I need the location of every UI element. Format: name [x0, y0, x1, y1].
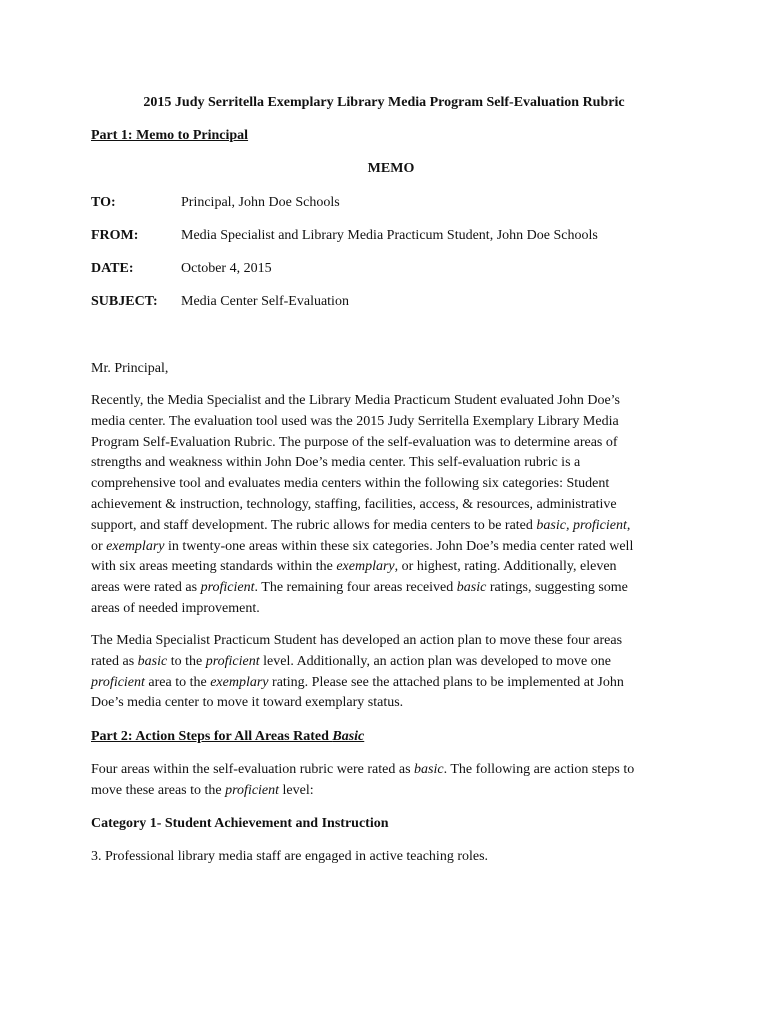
text-line: comprehensive tool and evaluates media centers within the following six categories: Student — [91, 476, 610, 492]
document-title: 2015 Judy Serritella Exemplary Library Media Program Self-Evaluation Rubric — [143, 95, 625, 110]
text-line — [91, 673, 681, 694]
part1-heading: Part 1: Memo to Principal — [91, 128, 249, 143]
text-line — [91, 537, 681, 558]
text-run: ratings, suggesting some — [486, 580, 628, 596]
text-line: media center. The evaluation tool used was the 2015 Judy Serritella Exemplary Library Media — [91, 413, 619, 429]
body-paragraph-1 — [91, 391, 681, 620]
text-run: , — [626, 517, 631, 533]
text-run: rating. Please see the attached plans to be implemented at John — [268, 674, 624, 690]
italic-term: proficient — [205, 653, 260, 669]
category1-heading: Category 1- Student Achievement and Instruction — [91, 816, 389, 831]
text-line — [91, 652, 681, 673]
text-line — [91, 557, 681, 578]
text-run: Part 2: Action Steps for All Areas Rated — [91, 729, 333, 744]
list-item: 3. Professional library media staff are engaged in active teaching roles. — [91, 849, 489, 864]
italic-term: proficient — [200, 580, 255, 596]
text-run: . The remaining four areas received — [254, 580, 457, 596]
italic-term: exemplary — [336, 559, 395, 575]
text-run: rated as — [91, 653, 138, 669]
text-line: Doe’s media center to move it toward exemplary status. — [91, 695, 404, 711]
memo-subject-label: SUBJECT: — [91, 294, 158, 309]
memo-date-label: DATE: — [91, 261, 134, 276]
text-run: in twenty-one areas within these six categories. John Doe’s media center rated well — [164, 538, 634, 554]
text-run: to the — [167, 653, 206, 669]
body-paragraph-2 — [91, 631, 681, 714]
text-line — [91, 516, 681, 537]
text-run: areas were rated as — [91, 580, 201, 596]
italic-term: proficient — [225, 782, 280, 798]
text-run: support, and staff development. The rubric allows for media centers to be rated — [91, 517, 537, 533]
memo-to-value: Principal, John Doe Schools — [181, 195, 340, 210]
memo-to-label: TO: — [91, 195, 116, 210]
text-run: with six areas meeting standards within the — [91, 559, 337, 575]
text-run: or — [91, 538, 107, 554]
italic-term: basic — [414, 762, 444, 777]
text-line — [91, 578, 681, 599]
memo-subject-value: Media Center Self-Evaluation — [181, 294, 349, 309]
memo-heading: MEMO — [367, 161, 415, 176]
text-line: Recently, the Media Specialist and the Library Media Practicum Student evaluated John Doe’s — [91, 393, 620, 408]
text-run: level: — [279, 782, 314, 798]
text-run: area to the — [144, 674, 211, 690]
text-run: . The following are action steps to — [443, 762, 635, 777]
text-line: Program Self-Evaluation Rubric. The purpose of the self-evaluation was to determine areas of — [91, 434, 618, 450]
italic-term: exemplary — [106, 538, 165, 554]
italic-term: Basic — [332, 729, 365, 744]
memo-from-value: Media Specialist and Library Media Practicum Student, John Doe Schools — [181, 228, 598, 243]
text-line: areas of needed improvement. — [91, 600, 260, 616]
text-line: achievement & instruction, technology, staffing, facilities, access, & resources, administrative — [91, 496, 617, 512]
memo-from-label: FROM: — [91, 228, 139, 243]
text-run: move these areas to the — [91, 782, 226, 798]
text-line: The Media Specialist Practicum Student has developed an action plan to move these four areas — [91, 633, 623, 648]
salutation: Mr. Principal, — [91, 361, 169, 376]
text-run: level. Additionally, an action plan was developed to move one — [259, 653, 611, 669]
italic-term: basic — [137, 653, 168, 669]
text-run: , or highest, rating. Additionally, eleven — [394, 559, 617, 575]
body-paragraph-3 — [91, 760, 681, 802]
text-line — [91, 781, 681, 802]
part2-heading — [91, 727, 364, 747]
italic-term: proficient — [91, 674, 145, 690]
text-run: Four areas within the self-evaluation rubric were rated as — [91, 762, 415, 777]
text-line — [91, 760, 681, 781]
italic-term: basic — [456, 580, 487, 596]
text-line: strengths and weakness within John Doe’s media center. This self-evaluation rubric is a — [91, 455, 581, 471]
italic-term: exemplary — [210, 674, 269, 690]
memo-date-value: October 4, 2015 — [181, 261, 272, 276]
italic-term: basic, proficient — [536, 517, 627, 533]
